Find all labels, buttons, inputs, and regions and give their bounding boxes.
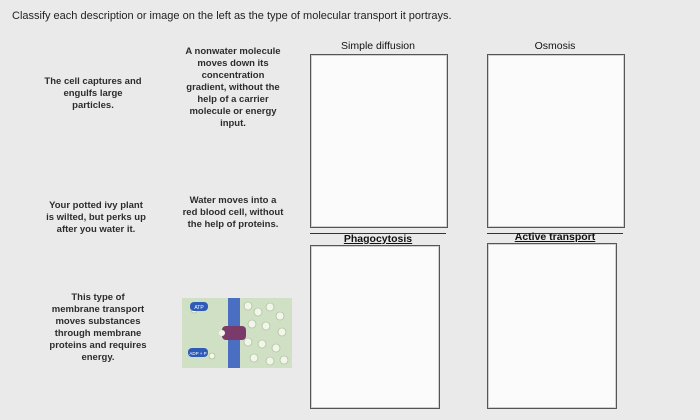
- zone-title-simple-diffusion: Simple diffusion: [341, 40, 415, 52]
- dropzone-osmosis[interactable]: [487, 54, 625, 228]
- card-red-blood-cell-description[interactable]: Water moves into a red blood cell, without the help of proteins.: [182, 195, 284, 230]
- zone-title-osmosis: Osmosis: [534, 40, 576, 52]
- atp-label: ATP: [194, 305, 204, 311]
- zone-title-phagocytosis: Phagocytosis: [343, 233, 413, 245]
- dropzone-simple-diffusion[interactable]: [310, 54, 448, 228]
- instruction-text: Classify each description or image on the left as the type of molecular transport it portrays.: [12, 10, 452, 22]
- zone-title-active-transport: Active transport: [514, 231, 596, 243]
- dropzone-phagocytosis[interactable]: [310, 245, 440, 409]
- card-membrane-transport-image[interactable]: [182, 298, 292, 368]
- adp-label: ADP + P: [189, 351, 207, 356]
- membrane-transport-illustration: [182, 298, 292, 368]
- card-phagocytosis-description[interactable]: The cell captures and engulfs large particles.: [44, 76, 142, 111]
- card-simple-diffusion-description[interactable]: A nonwater molecule moves down its concentration gradient, without the help of a carrier molecule or energy input.: [185, 46, 281, 129]
- dropzone-active-transport[interactable]: [487, 243, 617, 409]
- card-active-transport-description[interactable]: This type of membrane transport moves substances through membrane proteins and requires energy.: [49, 292, 147, 363]
- card-ivy-plant-description[interactable]: Your potted ivy plant is wilted, but perks up after you water it.: [46, 200, 146, 235]
